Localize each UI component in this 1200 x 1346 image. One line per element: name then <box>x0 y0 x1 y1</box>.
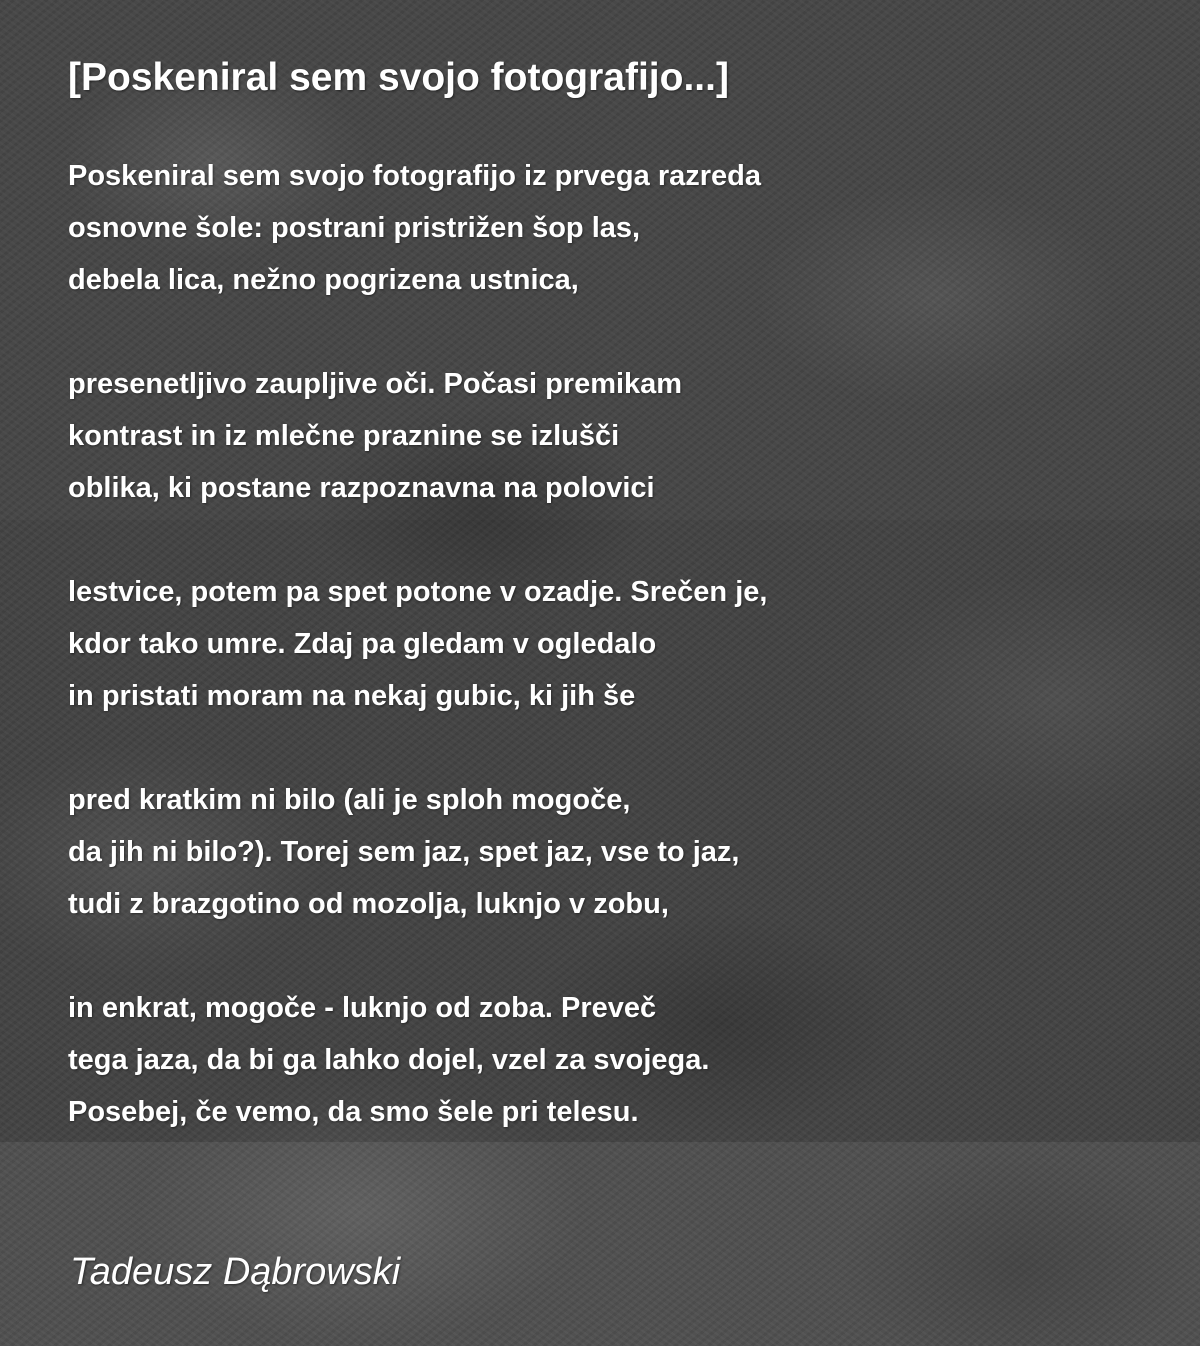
poem-line: in pristati moram na nekaj gubic, ki jih še <box>68 680 636 712</box>
stanza-5 <box>68 982 767 1138</box>
poem-line: pred kratkim ni bilo (ali je sploh mogoče, <box>68 784 631 816</box>
poem-line: osnovne šole: postrani pristrižen šop las, <box>68 212 641 244</box>
poem-line: da jih ni bilo?). Torej sem jaz, spet jaz, vse to jaz, <box>68 836 740 868</box>
poem-line: presenetljivo zaupljive oči. Počasi premikam <box>68 368 683 400</box>
poem-line: tega jaza, da bi ga lahko dojel, vzel za svojega. <box>68 1044 710 1076</box>
poem-line: oblika, ki postane razpoznavna na polovici <box>68 472 655 504</box>
poem-line: kdor tako umre. Zdaj pa gledam v ogledalo <box>68 628 657 660</box>
poem-line: lestvice, potem pa spet potone v ozadje. Srečen je, <box>68 576 768 608</box>
stanza-3 <box>68 566 767 722</box>
poem-line: tudi z brazgotino od mozolja, luknjo v zobu, <box>68 888 669 920</box>
poem-line: Poskeniral sem svojo fotografijo iz prvega razreda <box>68 160 761 192</box>
stanza-1 <box>68 150 767 306</box>
poem-line: Posebej, če vemo, da smo šele pri telesu. <box>68 1096 639 1128</box>
stanza-2 <box>68 358 767 514</box>
stanza-4 <box>68 774 767 930</box>
poem-line: in enkrat, mogoče - luknjo od zoba. Preveč <box>68 992 657 1024</box>
poem-title: [Poskeniral sem svojo fotografijo...] <box>68 56 729 99</box>
poem-line: debela lica, nežno pogrizena ustnica, <box>68 264 579 296</box>
poem-body <box>68 150 767 1190</box>
poem-author: Tadeusz Dąbrowski <box>70 1251 401 1293</box>
poem-line: kontrast in iz mlečne praznine se izlušči <box>68 420 620 452</box>
